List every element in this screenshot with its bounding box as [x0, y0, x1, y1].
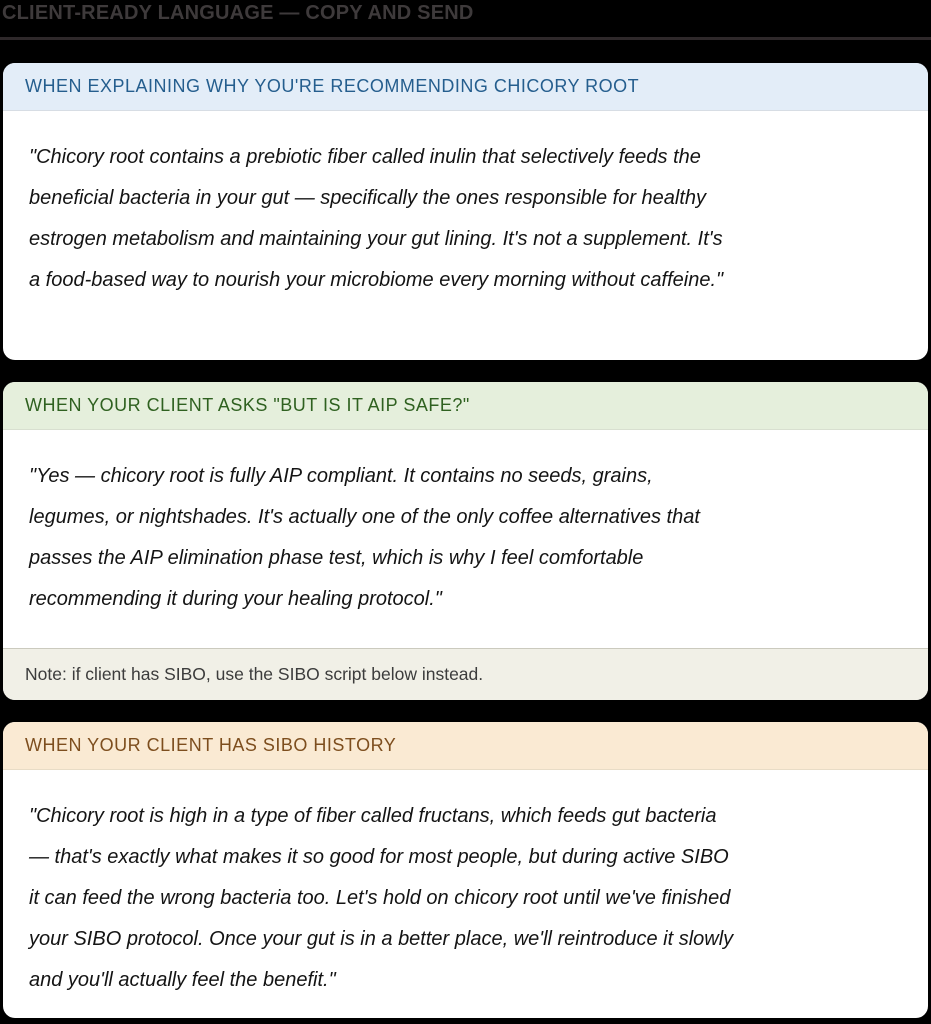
card-body-aip-safe: "Yes — chicory root is fully AIP compliant. It contains no seeds, grains, legumes, or nightshades. It's actually one of the only coffee alternatives that passes the AIP elimination phase test, which is why I feel comfortable recommending it during your healing protocol.": [29, 465, 700, 610]
page-title: CLIENT-READY LANGUAGE — COPY AND SEND: [2, 2, 474, 24]
card-header-recommendation: WHEN EXPLAINING WHY YOU'RE RECOMMENDING CHICORY ROOT: [3, 63, 928, 111]
title-divider: [0, 37, 931, 40]
card-note-sibo-redirect: Note: if client has SIBO, use the SIBO script below instead.: [3, 648, 928, 700]
card-header-sibo-history: WHEN YOUR CLIENT HAS SIBO HISTORY: [3, 722, 928, 770]
cards-container: [0, 63, 931, 1018]
card-aip-safe-script: [3, 382, 928, 700]
card-body-sibo-history: "Chicory root is high in a type of fiber called fructans, which feeds gut bacteria — that's exactly what makes it so good for most people, but during active SIBO it can feed the wrong bacteria too. Let's hold on chicory root until we've finished your SIBO protocol. Once your gut is in a better place, we'll reintroduce it slowly and you'll actually feel the benefit.": [29, 805, 734, 991]
card-sibo-history-script: [3, 722, 928, 1018]
card-recommendation-script: [3, 63, 928, 360]
card-body-recommendation: "Chicory root contains a prebiotic fiber called inulin that selectively feeds the beneficial bacteria in your gut — specifically the ones responsible for healthy estrogen metabolism and maintaining your gut lining. It's not a supplement. It's a food-based way to nourish your microbiome every morning without caffeine.": [29, 146, 724, 291]
card-header-aip-safe: WHEN YOUR CLIENT ASKS "BUT IS IT AIP SAFE?": [3, 382, 928, 430]
